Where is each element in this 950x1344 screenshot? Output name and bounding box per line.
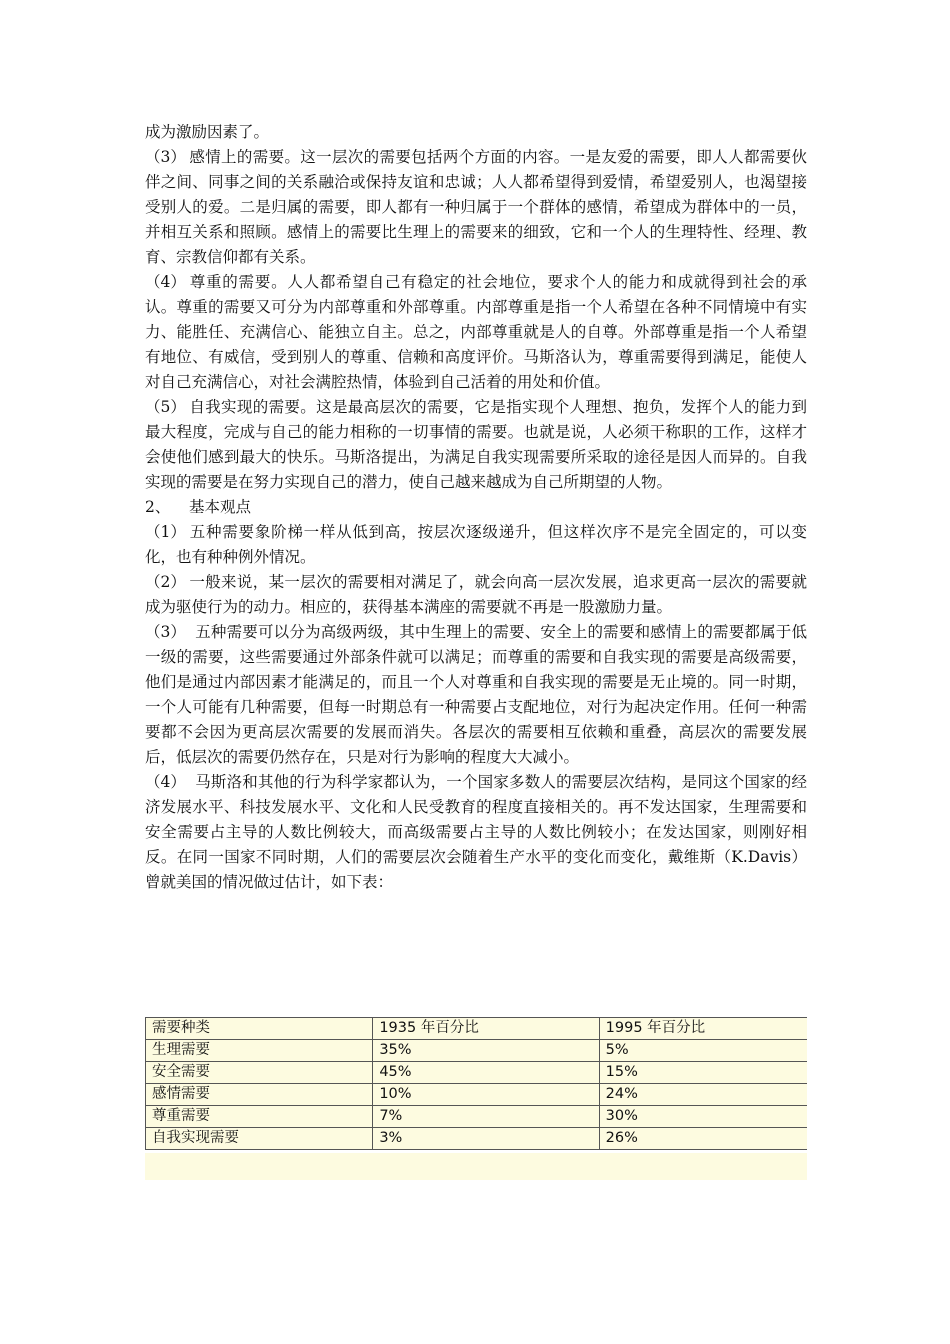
table-cell: 生理需要: [146, 1040, 373, 1062]
item-number: （1）: [145, 523, 186, 541]
section-heading-basic-views: 2、 基本观点: [145, 495, 807, 520]
paragraph-view-3: （3） 五种需要可以分为高级两级，其中生理上的需要、安全上的需要和感情上的需要都属于低一级的需要，这些需要通过外部条件就可以满足；而尊重的需要和自我实现的需要是高级需要，他们是通过内部因素才能满足的，而且一个人对尊重和自我实现的需要是无止境的。同一时期，一个人可能有几种需要，但每一时期总有一种需要占支配地位，对行为起决定作用。任何一种需要都不会因为更高层次需要的发展而消失。各层次的需要相互依赖和重叠，高层次的需要发展后，低层次的需要仍然存在，只是对行为影响的程度大大减小。: [145, 620, 807, 770]
table-cell: 45%: [373, 1062, 599, 1084]
table-cell: 26%: [599, 1128, 807, 1150]
table-row: [146, 1040, 808, 1062]
document-body: [145, 120, 807, 895]
needs-percentage-table: [145, 1017, 807, 1150]
table-cell: 30%: [599, 1106, 807, 1128]
section-number: 2、: [145, 498, 171, 516]
table-cell: 5%: [599, 1040, 807, 1062]
item-number: （3）: [145, 148, 186, 166]
item-number: （2）: [145, 573, 186, 591]
table-header-row: [146, 1018, 808, 1040]
table-row: [146, 1128, 808, 1150]
header-cell: 1935 年百分比: [373, 1018, 599, 1040]
table-row: [146, 1106, 808, 1128]
table-row: [146, 1084, 808, 1106]
table-cell: 感情需要: [146, 1084, 373, 1106]
table-row: [146, 1062, 808, 1084]
table-cell: 7%: [373, 1106, 599, 1128]
table-cell: 自我实现需要: [146, 1128, 373, 1150]
table-cell: 10%: [373, 1084, 599, 1106]
item-number: （4）: [145, 773, 186, 791]
header-cell: 需要种类: [146, 1018, 373, 1040]
item-number: （3）: [145, 623, 186, 641]
table-cell: 安全需要: [146, 1062, 373, 1084]
table-footer-fill: [145, 1153, 807, 1180]
item-number: （5）: [145, 398, 186, 416]
paragraph-view-2: （2） 一般来说，某一层次的需要相对满足了，就会向高一层次发展，追求更高一层次的需要就成为驱使行为的动力。相应的，获得基本满座的需要就不再是一股激励力量。: [145, 570, 807, 620]
table-cell: 24%: [599, 1084, 807, 1106]
table-cell: 35%: [373, 1040, 599, 1062]
table-cell: 3%: [373, 1128, 599, 1150]
item-number: （4）: [145, 273, 186, 291]
paragraph-self-actualization: （5） 自我实现的需要。这是最高层次的需要，它是指实现个人理想、抱负，发挥个人的能力到最大程度，完成与自己的能力相称的一切事情的需要。也就是说，人必须干称职的工作，这样才会使他们感到最大的快乐。马斯洛提出，为满足自我实现需要所采取的途径是因人而异的。自我实现的需要是在努力实现自己的潜力，使自己越来越成为自己所期望的人物。: [145, 395, 807, 495]
table-cell: 15%: [599, 1062, 807, 1084]
header-cell: 1995 年百分比: [599, 1018, 807, 1040]
paragraph-view-1: （1） 五种需要象阶梯一样从低到高，按层次逐级递升，但这样次序不是完全固定的，可以变化，也有种种例外情况。: [145, 520, 807, 570]
paragraph-continuation: 成为激励因素了。: [145, 123, 270, 141]
table-cell: 尊重需要: [146, 1106, 373, 1128]
paragraph-emotional-needs: （3） 感情上的需要。这一层次的需要包括两个方面的内容。一是友爱的需要，即人人都需要伙伴之间、同事之间的关系融洽或保持友谊和忠诚；人人都希望得到爱情，希望爱别人，也渴望接受别人的爱。二是归属的需要，即人都有一种归属于一个群体的感情，希望成为群体中的一员，并相互关系和照顾。感情上的需要比生理上的需要来的细致，它和一个人的生理特性、经理、教育、宗教信仰都有关系。: [145, 145, 807, 270]
paragraph-view-4: （4） 马斯洛和其他的行为科学家都认为，一个国家多数人的需要层次结构，是同这个国家的经济发展水平、科技发展水平、文化和人民受教育的程度直接相关的。再不发达国家，生理需要和安全需要占主导的人数比例较大，而高级需要占主导的人数比例较小；在发达国家，则刚好相反。在同一国家不同时期，人们的需要层次会随着生产水平的变化而变化，戴维斯（K.Davis）曾就美国的情况做过估计，如下表：: [145, 770, 807, 895]
paragraph-esteem-needs: （4） 尊重的需要。人人都希望自己有稳定的社会地位，要求个人的能力和成就得到社会的承认。尊重的需要又可分为内部尊重和外部尊重。内部尊重是指一个人希望在各种不同情境中有实力、能胜任、充满信心、能独立自主。总之，内部尊重就是人的自尊。外部尊重是指一个人希望有地位、有威信，受到别人的尊重、信赖和高度评价。马斯洛认为，尊重需要得到满足，能使人对自己充满信心，对社会满腔热情，体验到自己活着的用处和价值。: [145, 270, 807, 395]
